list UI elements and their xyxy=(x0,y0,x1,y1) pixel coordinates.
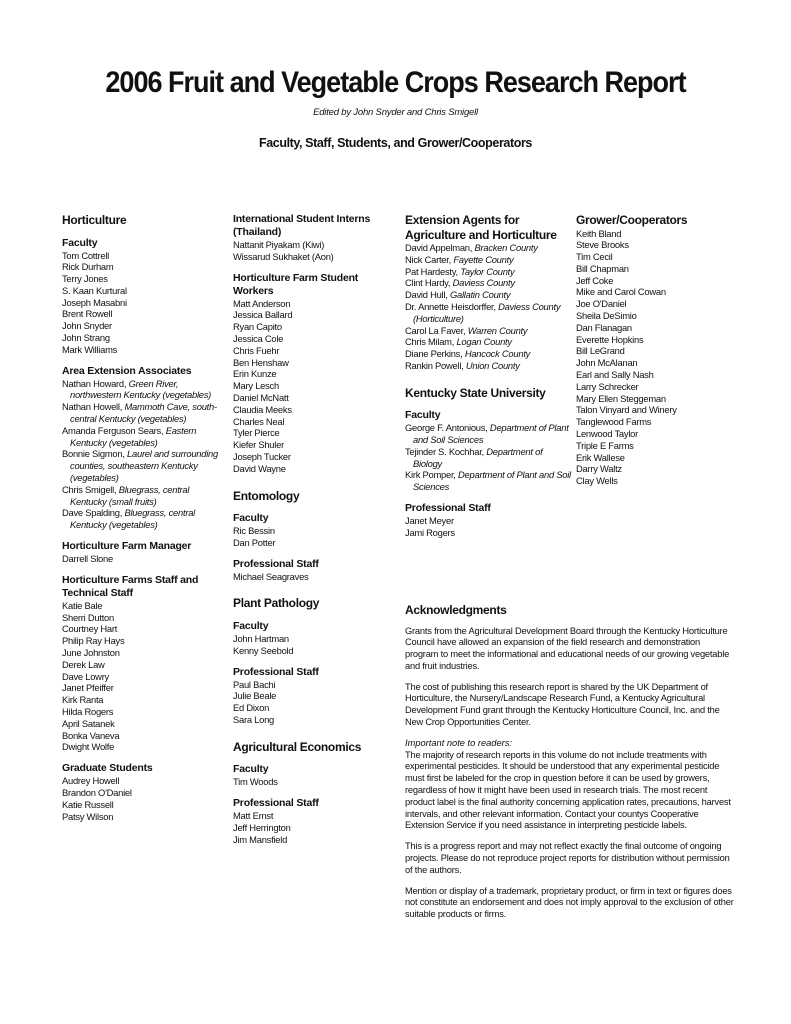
list-item xyxy=(405,289,573,301)
subheading-international-interns: International Student Interns (Thailand) xyxy=(233,213,371,238)
list-item: John McAlanan xyxy=(576,357,638,369)
list-item xyxy=(405,242,573,254)
list-item: Brandon O'Daniel xyxy=(62,786,132,798)
list-item: Larry Schrecker xyxy=(576,380,639,392)
person-name: Nathan Howell, xyxy=(62,401,125,413)
report-title: 2006 Fruit and Vegetable Crops Research Report xyxy=(105,66,686,99)
list-item: Chris Fuehr xyxy=(233,344,280,356)
name-list xyxy=(405,515,573,539)
person-affiliation: Union County xyxy=(465,359,520,371)
subheading-farms-staff: Horticulture Farms Staff and Technical Staff xyxy=(62,573,199,599)
list-item xyxy=(405,446,573,470)
section-title-horticulture: Horticulture xyxy=(62,213,127,227)
section-title-acknowledgments: Acknowledgments xyxy=(405,603,507,617)
person-affiliation: Gallatin County xyxy=(449,289,511,301)
list-item xyxy=(405,266,573,278)
column-extension-agents-ksu xyxy=(405,213,573,539)
subheading-faculty: Faculty xyxy=(233,763,269,776)
name-list xyxy=(405,242,573,372)
list-item: Brent Rowell xyxy=(62,308,113,320)
person-affiliation: Department of Biology xyxy=(413,445,543,469)
person-name: Kirk Pomper, xyxy=(405,469,459,481)
column-interns-entomology-pathology-economics xyxy=(233,213,398,845)
list-item xyxy=(405,348,573,360)
list-item xyxy=(62,401,227,425)
list-item: Claudia Meeks xyxy=(233,403,292,415)
note-heading: Important note to readers: xyxy=(405,737,512,748)
section-title-agricultural-economics: Agricultural Economics xyxy=(233,739,362,754)
list-item: Ryan Capito xyxy=(233,321,282,333)
list-item: Tim Woods xyxy=(233,776,278,788)
name-list xyxy=(62,553,227,565)
name-list xyxy=(233,525,398,549)
list-item: Derek Law xyxy=(62,658,105,670)
list-item: Michael Seagraves xyxy=(233,570,309,582)
list-item: Charles Neal xyxy=(233,415,285,427)
person-name: David Appelman, xyxy=(405,242,475,253)
list-item: April Satanek xyxy=(62,717,115,729)
name-list xyxy=(233,571,398,583)
list-item: Ben Henshaw xyxy=(233,356,289,368)
list-item: Triple E Farms xyxy=(576,439,634,451)
list-item xyxy=(405,422,573,446)
person-name: Bonnie Sigmon, xyxy=(62,448,128,460)
list-item xyxy=(405,301,573,325)
list-item: Kiefer Shuler xyxy=(233,439,284,451)
list-item: Joseph Tucker xyxy=(233,450,291,462)
person-affiliation: Mammoth Cave, south-central Kentucky (vegetables) xyxy=(70,401,217,425)
name-list xyxy=(233,810,398,845)
subheading-professional-staff: Professional Staff xyxy=(233,797,319,810)
list-item: Jeff Coke xyxy=(576,274,614,286)
person-name: Clint Hardy, xyxy=(405,277,453,289)
person-affiliation: Warren County xyxy=(467,324,528,336)
list-item: Sara Long xyxy=(233,713,275,725)
list-item xyxy=(405,254,573,266)
person-name: David Hull, xyxy=(405,289,450,301)
list-item: Paul Bachi xyxy=(233,678,276,690)
ack-paragraph: This is a progress report and may not reflect exactly the final outcome of ongoing projects. Please do not reproduce project reports for distribution without permission of the authors. xyxy=(405,841,730,875)
person-name: Pat Hardesty, xyxy=(405,265,461,277)
person-name: George F. Antonious, xyxy=(405,422,490,434)
list-item: Mary Ellen Steggeman xyxy=(576,392,666,404)
list-item: Darry Waltz xyxy=(576,463,622,475)
list-item: Dave Lowry xyxy=(62,670,109,682)
ack-paragraph: The majority of research reports in this volume do not include treatments with experimental pesticides. It should be understood that any experimental pesticide must first be labeled for the crop in question before it can be used by growers, regardless of how it might have been used in research trials. The most recent product label is the final authority concerning application rates, precautions, harvest intervals, and other relevant information. Contact your countys Cooperative Extension Service if you need assistance in interpreting pesticide labels. xyxy=(405,749,731,831)
name-list xyxy=(405,422,573,493)
list-item: Jami Rogers xyxy=(405,526,455,538)
list-item: Mary Lesch xyxy=(233,380,279,392)
column-grower-cooperators xyxy=(576,213,746,487)
list-item xyxy=(405,336,573,348)
person-affiliation: Eastern Kentucky (vegetables) xyxy=(70,424,197,448)
ack-paragraph: Mention or display of a trademark, proprietary product, or firm in text or figures does not constitute an endorsement and does not imply approval to the exclusion of other suitable products or firms. xyxy=(405,885,734,920)
subheading-farm-student-workers: Horticulture Farm Student Workers xyxy=(233,271,359,297)
list-item: Everette Hopkins xyxy=(576,333,644,345)
list-item xyxy=(62,484,227,508)
list-item: Wissarud Sukhaket (Aon) xyxy=(233,250,334,262)
name-list xyxy=(233,776,398,788)
person-affiliation: Bracken County xyxy=(474,242,538,253)
list-item xyxy=(405,277,573,289)
section-title-entomology: Entomology xyxy=(233,488,300,503)
list-item: Jessica Cole xyxy=(233,332,284,344)
list-item xyxy=(62,507,227,531)
list-item xyxy=(405,360,573,372)
list-item: Katie Russell xyxy=(62,798,114,810)
section-title-extension-agents: Extension Agents for Agriculture and Horticulture xyxy=(405,213,557,242)
list-item: Bill Chapman xyxy=(576,262,629,274)
list-item: Jeff Herrington xyxy=(233,821,291,833)
list-item: Tyler Pierce xyxy=(233,427,280,439)
list-item: Darrell Slone xyxy=(62,553,113,565)
list-item: Ric Bessin xyxy=(233,525,275,537)
list-item: Dwight Wolfe xyxy=(62,741,115,753)
list-item: Matt Ernst xyxy=(233,810,274,822)
list-item: Joseph Masabni xyxy=(62,296,127,308)
acknowledgments-section xyxy=(405,603,735,930)
list-item xyxy=(62,378,227,402)
list-item: Terry Jones xyxy=(62,273,108,285)
subheading-faculty: Faculty xyxy=(62,236,98,249)
name-list xyxy=(62,378,227,531)
list-item: Tom Cottrell xyxy=(62,249,110,261)
column-horticulture xyxy=(62,213,227,829)
subheading-professional-staff: Professional Staff xyxy=(233,557,319,570)
list-item: Hilda Rogers xyxy=(62,706,114,717)
list-item: Julie Beale xyxy=(233,690,277,702)
subheading-faculty: Faculty xyxy=(405,409,441,422)
subheading-professional-staff: Professional Staff xyxy=(233,665,319,678)
subheading-area-extension-associates: Area Extension Associates xyxy=(62,364,192,377)
list-item: Erik Wallese xyxy=(576,451,625,463)
person-affiliation: Bluegrass, central Kentucky (vegetables) xyxy=(70,507,195,531)
editors-line: Edited by John Snyder and Chris Smigell xyxy=(313,107,478,118)
section-title-grower-cooperators: Grower/Cooperators xyxy=(576,213,688,227)
list-item: Lenwood Taylor xyxy=(576,428,638,440)
list-item xyxy=(62,425,227,449)
subheading-graduate-students: Graduate Students xyxy=(62,762,153,775)
list-item: June Johnston xyxy=(62,647,120,659)
list-item: Janet Meyer xyxy=(405,515,454,527)
list-item: Katie Bale xyxy=(62,599,103,611)
list-item: Jim Mansfield xyxy=(233,833,288,845)
list-item: Mark Williams xyxy=(62,343,118,355)
person-name: Tejinder S. Kochhar, xyxy=(405,445,487,457)
list-item: Earl and Sally Nash xyxy=(576,369,654,381)
person-affiliation: Department of Plant and Soil Sciences xyxy=(413,469,571,493)
list-item: Audrey Howell xyxy=(62,775,120,787)
person-affiliation: Fayette County xyxy=(453,253,514,265)
list-item xyxy=(405,469,573,493)
person-name: Carol La Faver, xyxy=(405,324,468,336)
name-list xyxy=(233,239,398,263)
name-list xyxy=(62,775,227,822)
list-item: S. Kaan Kurtural xyxy=(62,284,127,296)
list-item: David Wayne xyxy=(233,462,286,474)
list-item: Daniel McNatt xyxy=(233,391,289,403)
list-item: John Strang xyxy=(62,332,110,344)
subheading-faculty: Faculty xyxy=(233,619,269,632)
person-name: Nick Carter, xyxy=(405,253,454,265)
name-list xyxy=(233,298,398,475)
list-item: Tanglewood Farms xyxy=(576,416,652,428)
person-name: Dr. Annette Heisdorffer, xyxy=(405,300,499,312)
subheading-faculty: Faculty xyxy=(233,512,269,525)
person-name: Chris Milam, xyxy=(405,336,457,348)
list-item: John Snyder xyxy=(62,320,112,332)
person-affiliation: Bluegrass, central Kentucky (small fruits) xyxy=(70,483,190,507)
list-item xyxy=(62,448,227,483)
name-list xyxy=(576,228,746,488)
ack-paragraph: Grants from the Agricultural Development Board through the Kentucky Horticulture Council have allowed an expansion of the field research and demonstration program to meet the informational and educational needs of our growing vegetable and fruit industries. xyxy=(405,625,730,671)
person-name: Rankin Powell, xyxy=(405,359,466,371)
list-item: Keith Bland xyxy=(576,227,622,239)
report-subtitle: Faculty, Staff, Students, and Grower/Cooperators xyxy=(259,136,532,150)
list-item: Dan Potter xyxy=(233,536,276,548)
list-item: Dan Flanagan xyxy=(576,321,632,333)
list-item: Courtney Hart xyxy=(62,623,118,635)
list-item: Matt Anderson xyxy=(233,297,291,309)
list-item: Nattanit Piyakam (Kiwi) xyxy=(233,239,325,250)
section-title-kentucky-state-university: Kentucky State University xyxy=(405,385,546,400)
person-name: Diane Perkins, xyxy=(405,348,465,360)
list-item: Mike and Carol Cowan xyxy=(576,286,666,298)
name-list xyxy=(62,600,227,753)
person-affiliation: Department of Plant and Soil Sciences xyxy=(413,422,569,446)
list-item: Sheila DeSimio xyxy=(576,310,637,322)
list-item: Kenny Seebold xyxy=(233,644,294,656)
list-item: Erin Kunze xyxy=(233,368,277,380)
list-item: Clay Wells xyxy=(576,475,618,487)
person-affiliation: Daviess County xyxy=(452,277,515,289)
person-name: Chris Smigell, xyxy=(62,483,119,495)
name-list xyxy=(62,250,227,356)
person-affiliation: Logan County xyxy=(456,336,512,348)
person-name: Amanda Ferguson Sears, xyxy=(62,424,166,436)
list-item: Rick Durham xyxy=(62,261,114,273)
person-affiliation: Green River, northwestern Kentucky (vegetables) xyxy=(70,377,212,401)
list-item: Kirk Ranta xyxy=(62,694,104,706)
list-item: John Hartman xyxy=(233,632,289,644)
list-item: Jessica Ballard xyxy=(233,309,293,321)
person-affiliation: Laurel and surrounding counties, southeastern Kentucky (vegetables) xyxy=(70,448,218,484)
list-item: Ed Dixon xyxy=(233,702,270,714)
person-affiliation: Hancock County xyxy=(464,348,531,360)
person-name: Dave Spalding, xyxy=(62,507,125,519)
list-item: Bonka Vaneva xyxy=(62,729,120,741)
list-item: Joe O'Daniel xyxy=(576,298,627,310)
name-list xyxy=(233,633,398,657)
list-item: Bill LeGrand xyxy=(576,345,625,357)
person-affiliation: Taylor County xyxy=(460,265,515,277)
ack-paragraph: The cost of publishing this research report is shared by the UK Department of Horticulture, the Nursery/Landscape Research Fund, a Kentucky Agricultural Development Fund grant through the Kentucky Horticulture Council, Inc. and the New Crop Opportunities Center. xyxy=(405,681,720,728)
section-title-plant-pathology: Plant Pathology xyxy=(233,596,320,611)
list-item: Philip Ray Hays xyxy=(62,635,125,647)
name-list xyxy=(233,679,398,726)
subheading-farm-manager: Horticulture Farm Manager xyxy=(62,540,192,553)
list-item xyxy=(405,325,573,337)
list-item: Tim Cecil xyxy=(576,251,613,263)
list-item: Patsy Wilson xyxy=(62,810,114,822)
subheading-professional-staff: Professional Staff xyxy=(405,502,491,515)
list-item: Steve Brooks xyxy=(576,239,629,251)
list-item: Talon Vinyard and Winery xyxy=(576,404,677,416)
list-item: Janet Pfeiffer xyxy=(62,682,114,694)
person-affiliation: Daviess County (Horticulture) xyxy=(413,300,561,324)
list-item: Sherri Dutton xyxy=(62,611,114,623)
person-name: Nathan Howard, xyxy=(62,377,129,389)
